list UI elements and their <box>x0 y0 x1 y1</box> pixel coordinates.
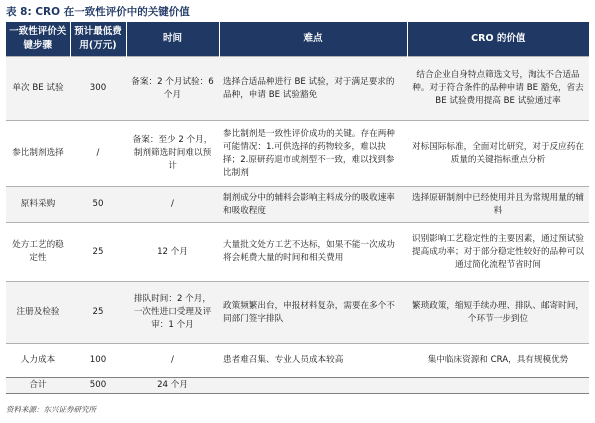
cell-step: 处方工艺的稳定性 <box>6 223 70 282</box>
total-empty <box>219 378 407 394</box>
header-difficulty: 难点 <box>219 22 407 57</box>
cell-cro-value: 结合企业自身特点筛选文号，淘汰不合适品种。对于符合条件的品种申请 BE 豁免，省去 BE 试验费用提高 BE 试验通过率 <box>407 57 589 121</box>
cell-step: 原料采购 <box>6 187 70 223</box>
header-cro-value: CRO 的价值 <box>407 22 589 57</box>
cell-difficulty: 选择合适品种进行 BE 试验，对于满足要求的品种，申请 BE 试验豁免 <box>219 57 407 121</box>
total-empty <box>407 378 589 394</box>
cell-cost: 50 <box>70 187 126 223</box>
total-row <box>6 378 589 394</box>
cell-difficulty: 制剂成分中的辅料会影响主料成分的吸收速率和吸收程度 <box>219 187 407 223</box>
cell-time: / <box>126 344 219 378</box>
cell-time: 排队时间：2 个月，一次性进口受理及评审：1 个月 <box>126 282 219 344</box>
table-row <box>6 223 589 282</box>
cell-time: / <box>126 187 219 223</box>
cell-cost: 25 <box>70 223 126 282</box>
cell-step: 单次 BE 试验 <box>6 57 70 121</box>
cro-value-table <box>6 22 589 394</box>
cell-step: 参比制剂选择 <box>6 121 70 187</box>
cell-cost: 25 <box>70 282 126 344</box>
cell-cost: 100 <box>70 344 126 378</box>
cell-cro-value: 繁琐政策，缩短手续办理、排队、邮寄时间，个环节一步到位 <box>407 282 589 344</box>
cell-time: 备案：至少 2 个月，制剂筛选时间难以预计 <box>126 121 219 187</box>
table-row <box>6 187 589 223</box>
cell-cost: / <box>70 121 126 187</box>
cell-cro-value: 集中临床资源和 CRA，具有规模优势 <box>407 344 589 378</box>
total-time: 24 个月 <box>126 378 219 394</box>
cell-difficulty: 政策频繁出台，申报材料复杂，需要在多个不同部门签字排队 <box>219 282 407 344</box>
cell-difficulty: 大量批文处方工艺不达标，如果不能一次成功将会耗费大量的时间和相关费用 <box>219 223 407 282</box>
cell-time: 备案：2 个月试验：6 个月 <box>126 57 219 121</box>
table-title: 表 8: CRO 在一致性评价中的关键价值 <box>6 6 190 18</box>
table-row <box>6 344 589 378</box>
cell-difficulty: 患者难召集、专业人员成本较高 <box>219 344 407 378</box>
header-time: 时间 <box>126 22 219 57</box>
cell-cro-value: 对标国际标准，全面对比研究，对于反应药在质量的关键指标重点分析 <box>407 121 589 187</box>
table-row <box>6 282 589 344</box>
cell-difficulty: 参比制剂是一致性评价成功的关键。存在两种可能情况：1.可供选择的药物较多，难以抉择；2.原研药退市或剂型不一致，难以找到参比制剂 <box>219 121 407 187</box>
cell-step: 人力成本 <box>6 344 70 378</box>
header-cost: 预计最低费用(万元) <box>70 22 126 57</box>
header-step: 一致性评价关键步骤 <box>6 22 70 57</box>
table-row <box>6 57 589 121</box>
total-cost: 500 <box>70 378 126 394</box>
cell-cro-value: 识别影响工艺稳定性的主要因素，通过预试验提高成功率；对于部分稳定性较好的品种可以通过简化流程节省时间 <box>407 223 589 282</box>
cell-cro-value: 选择原研制剂中已经使用并且为常规用量的辅料 <box>407 187 589 223</box>
cell-cost: 300 <box>70 57 126 121</box>
cell-step: 注册及检验 <box>6 282 70 344</box>
source-note: 资料来源：东兴证券研究所 <box>6 405 96 414</box>
table-row <box>6 121 589 187</box>
header-row <box>6 22 589 57</box>
cell-time: 12 个月 <box>126 223 219 282</box>
total-label: 合计 <box>6 378 70 394</box>
